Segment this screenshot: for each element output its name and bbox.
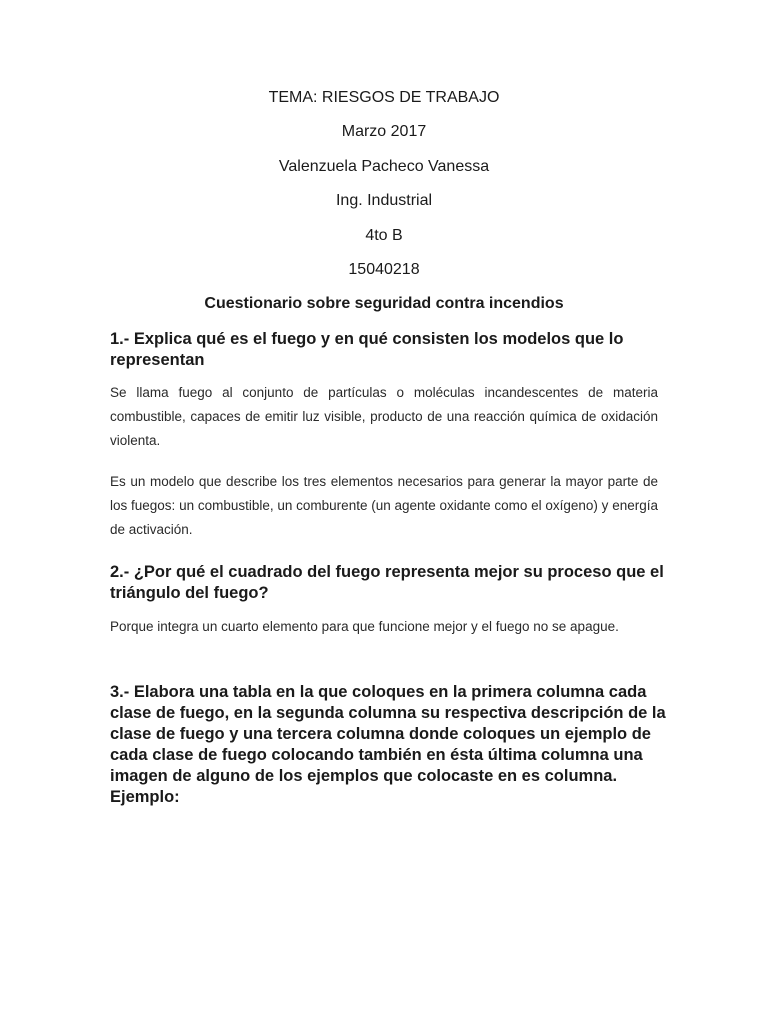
answer-1-paragraph-2: Es un modelo que describe los tres elementos necesarios para generar la mayor parte de los fuegos: un combustible, un comburente (un agente oxidante como el oxígeno) y energía de activación. <box>110 474 658 537</box>
question-2: 2.- ¿Por qué el cuadrado del fuego representa mejor su proceso que el triángulo del fuego? <box>110 563 664 602</box>
document-title: Cuestionario sobre seguridad contra incendios <box>204 295 564 312</box>
group-line: 4to B <box>365 227 403 244</box>
author-name: Valenzuela Pacheco Vanessa <box>278 158 490 175</box>
question-3: 3.- Elabora una tabla en la que coloques en la primera columna cada clase de fuego, en la segunda columna su respectiva descripción de la clase de fuego y una tercera columna donde coloques un ejemplo de cada clase de fuego colocando también en ésta última columna una imagen de alguno de los ejemplos que colocaste en es columna. Ejemplo: <box>110 683 666 806</box>
answer-1-paragraph-1: Se llama fuego al conjunto de partículas o moléculas incandescentes de materia combustible, capaces de emitir luz visible, producto de una reacción química de oxidación violenta. <box>110 385 658 448</box>
career-line: Ing. Industrial <box>335 192 433 209</box>
answer-2-paragraph-1: Porque integra un cuarto elemento para que funcione mejor y el fuego no se apague. <box>110 619 619 634</box>
question-1: 1.- Explica qué es el fuego y en qué consisten los modelos que lo representan <box>110 330 624 369</box>
tema-heading: TEMA: RIESGOS DE TRABAJO <box>268 89 500 106</box>
date-line: Marzo 2017 <box>341 123 427 140</box>
student-id: 15040218 <box>348 261 420 278</box>
